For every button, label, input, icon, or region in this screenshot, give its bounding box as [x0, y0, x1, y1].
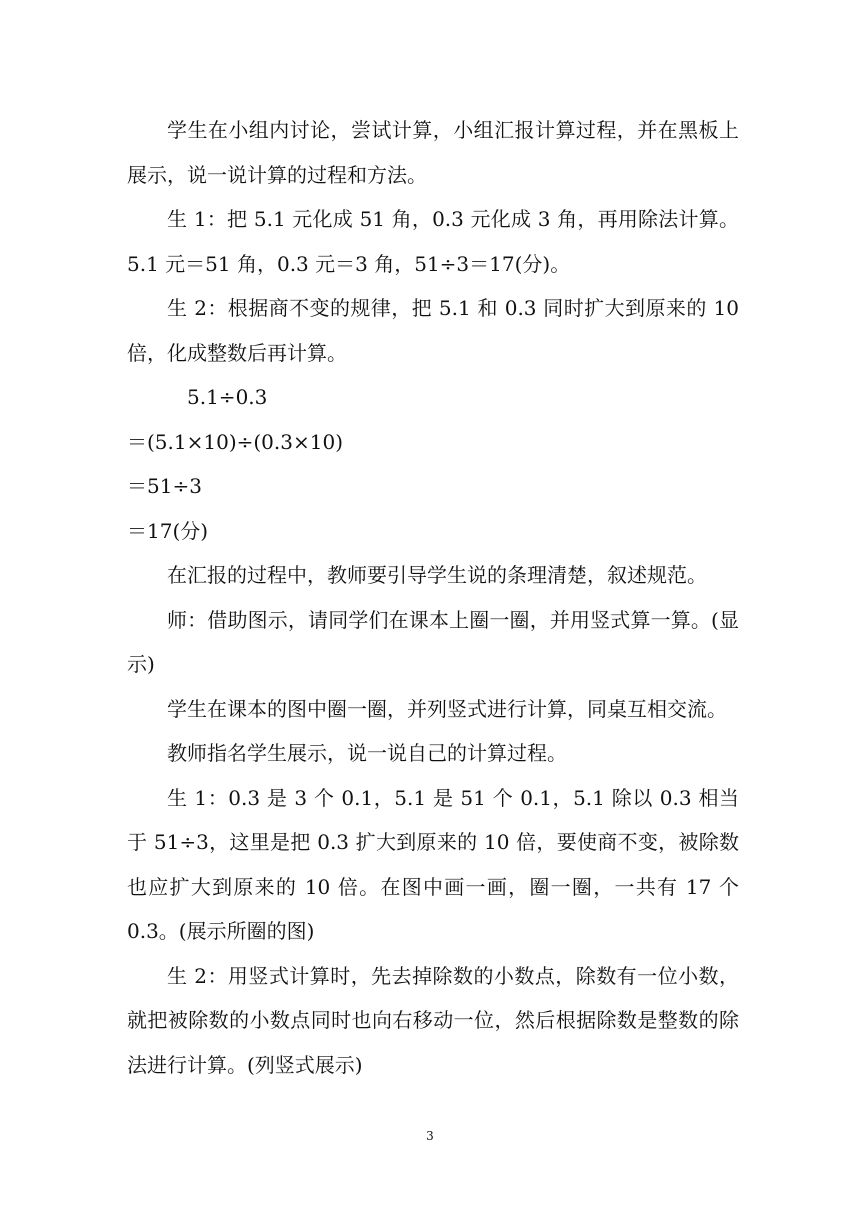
paragraph-teacher-instruction: 师：借助图示，请同学们在课本上圈一圈，并用竖式算一算。(显示) [127, 607, 739, 676]
paragraph-students-circle: 学生在课本的图中圈一圈，并列竖式进行计算，同桌互相交流。 [167, 696, 727, 721]
equation-line-3: ＝51÷3 [127, 474, 202, 498]
body-text [127, 108, 739, 1087]
paragraph-student2-quotient-rule: 生 2：根据商不变的规律，把 5.1 和 0.3 同时扩大到原来的 10 倍，化成整数后再计算。 [127, 296, 739, 365]
paragraph-teacher-guidance: 在汇报的过程中，教师要引导学生说的条理清楚，叙述规范。 [167, 563, 707, 587]
equation-line-4: ＝17(分) [127, 518, 209, 543]
paragraph-student1-explanation: 生 1：0.3 是 3 个 0.1，5.1 是 51 个 0.1，5.1 除以 0.3 相当于 51÷3，这里是把 0.3 扩大到原来的 10 倍，要使商不变，被除数也应扩大到原来的 10 倍。在图中画一画，圈一圈，一共有 17 个 0.3。(展示所圈的图) [127, 785, 739, 943]
paragraph-teacher-picks-student: 教师指名学生展示，说一说自己的计算过程。 [167, 741, 567, 765]
equation-line-2: ＝(5.1×10)÷(0.3×10) [127, 429, 343, 454]
page-number: 3 [426, 1129, 434, 1143]
paragraph-student2-vertical-method: 生 2：用竖式计算时，先去掉除数的小数点，除数有一位小数，就把被除数的小数点同时也向右移动一位，然后根据除数是整数的除法进行计算。(列竖式展示) [127, 963, 739, 1077]
paragraph-student1-yuan-conversion: 生 1：把 5.1 元化成 51 角，0.3 元化成 3 角，再用除法计算。5.1 元＝51 角，0.3 元＝3 角，51÷3＝17(分)。 [127, 207, 739, 276]
equation-line-1: 5.1÷0.3 [187, 385, 268, 409]
paragraph-group-discussion: 学生在小组内讨论，尝试计算，小组汇报计算过程，并在黑板上展示，说一说计算的过程和方法。 [127, 118, 739, 187]
